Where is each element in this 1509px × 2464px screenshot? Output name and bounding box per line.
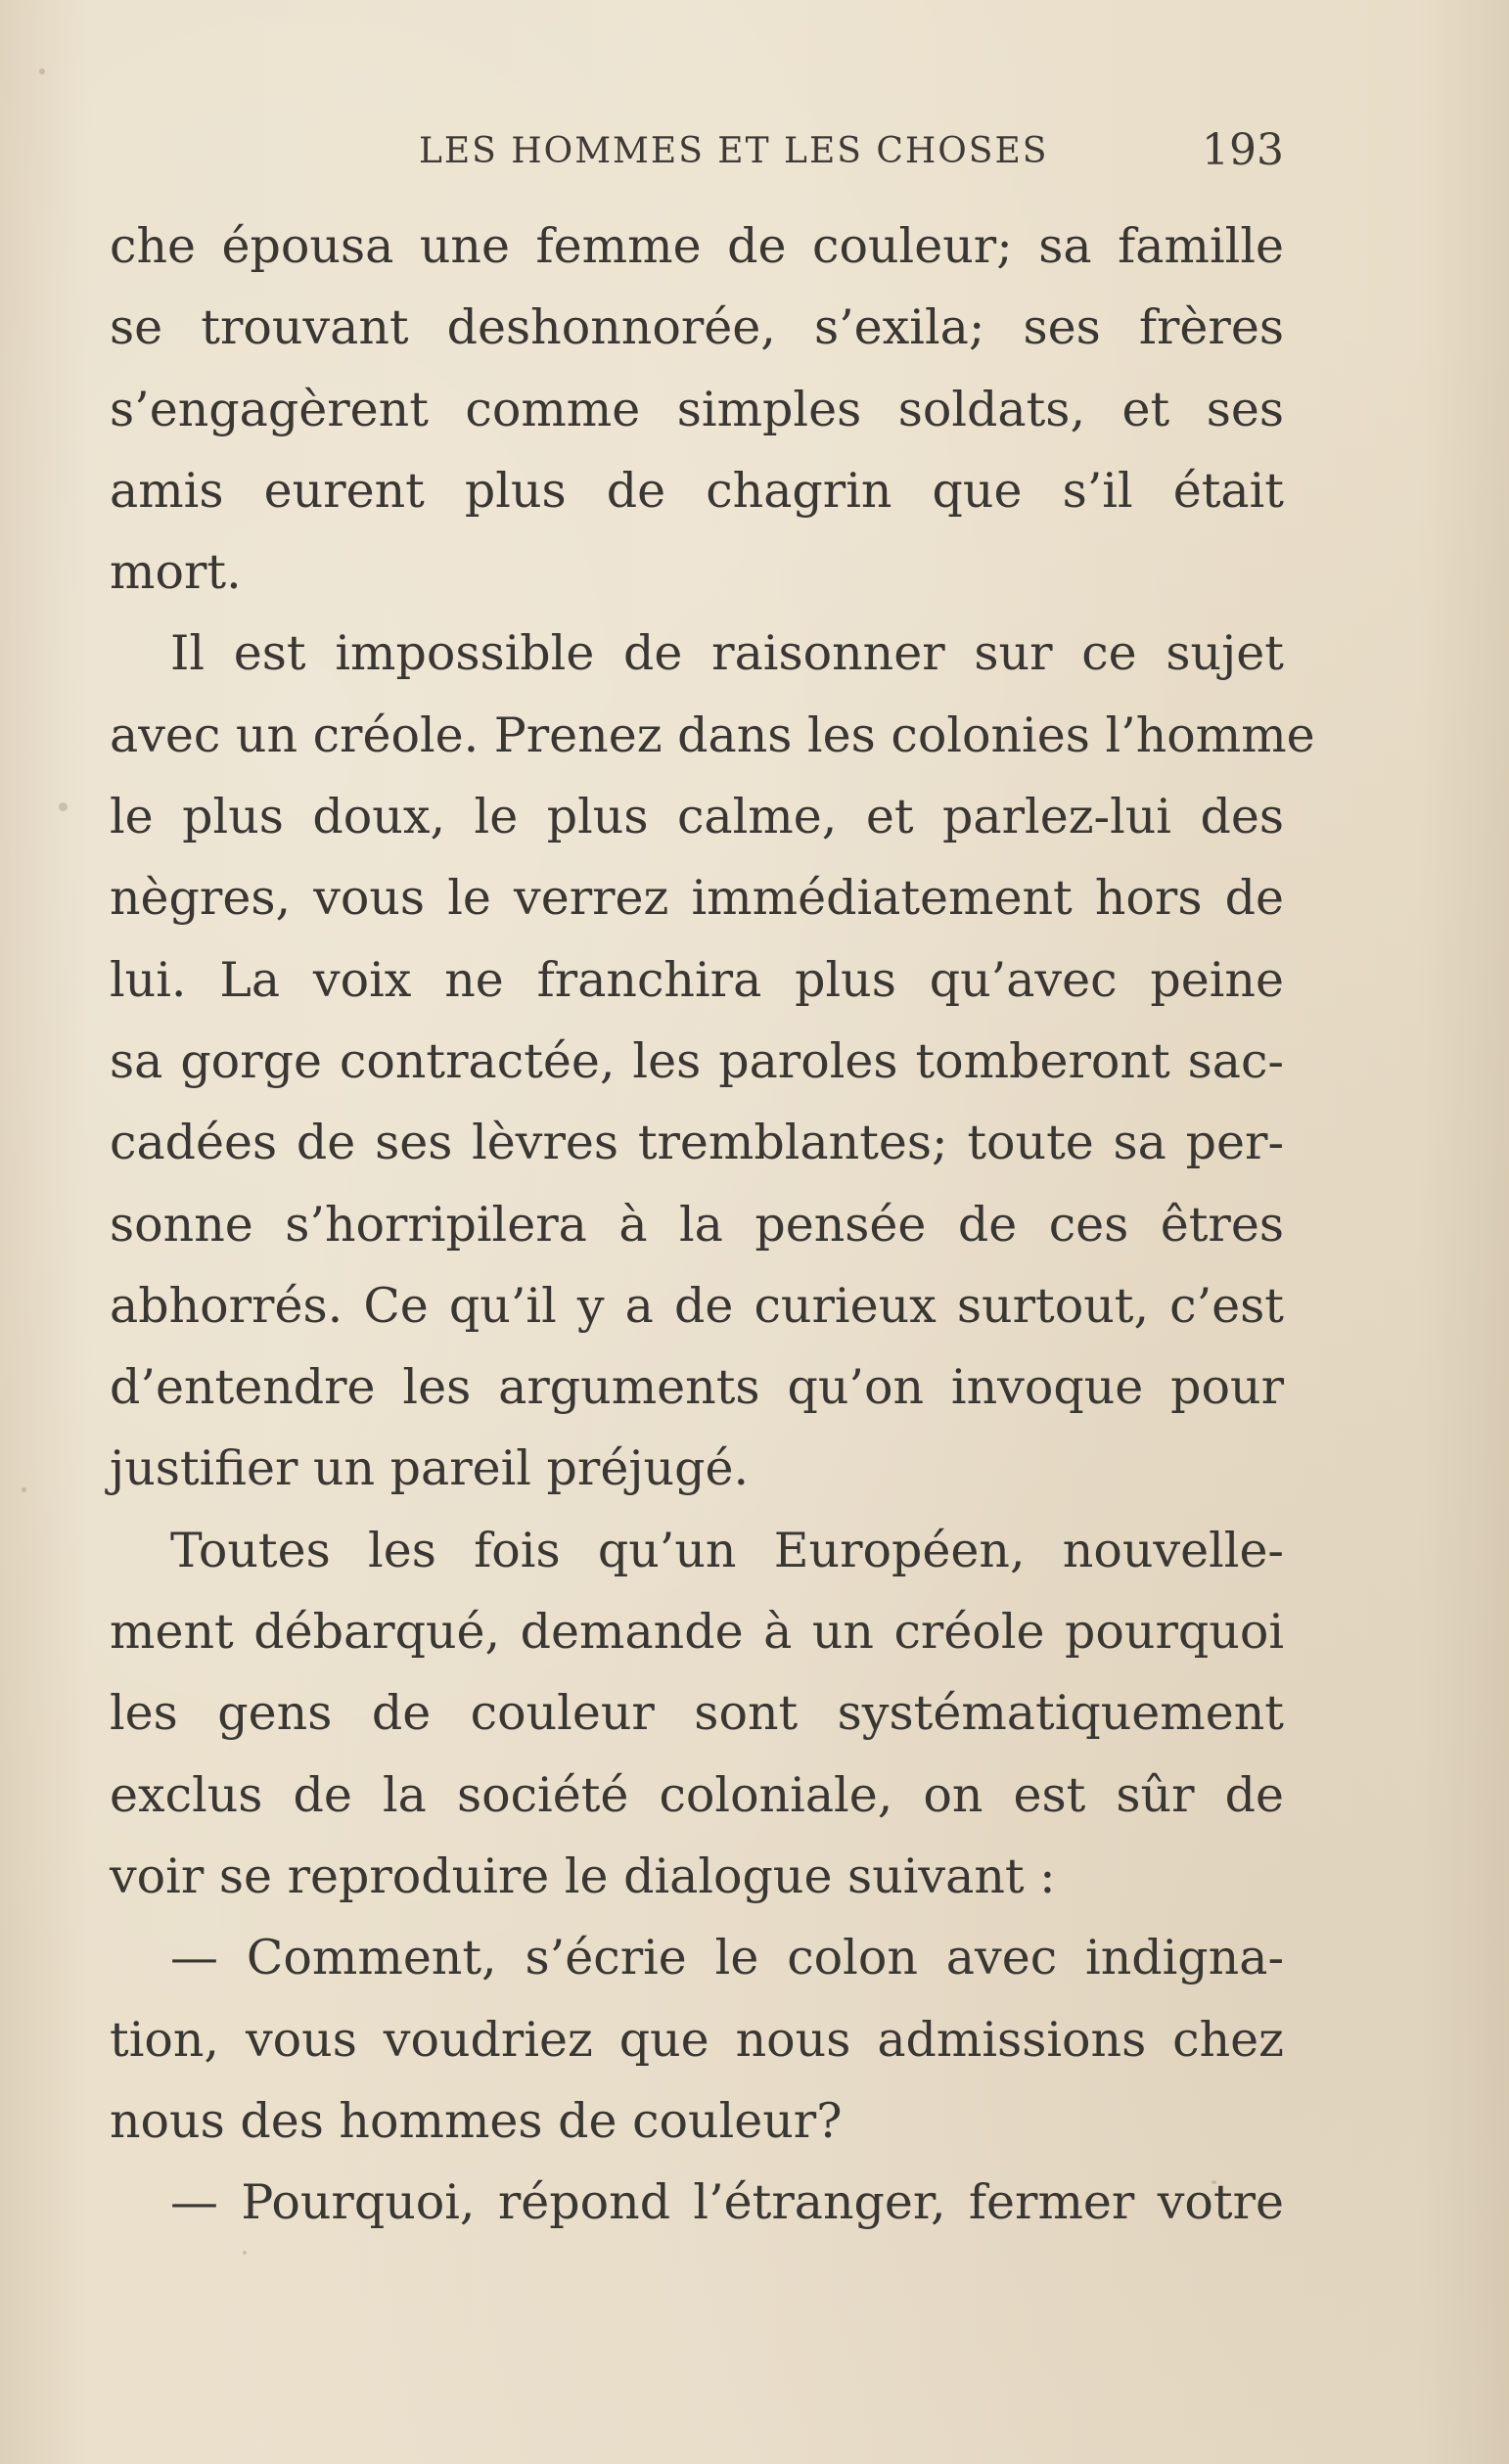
text-line: Il est impossible de raisonner sur ce sujet (170, 625, 1284, 682)
paper-speck (1212, 2180, 1216, 2184)
text-line: s’engagèrent comme simples soldats, et ses (110, 381, 1284, 437)
text-line: che épousa une femme de couleur; sa famille (110, 218, 1284, 274)
text-line: les gens de couleur sont systématiquement (110, 1685, 1284, 1742)
paper-speck (243, 2251, 247, 2255)
text-line: — Pourquoi, répond l’étranger, fermer votre (170, 2174, 1284, 2231)
text-line: se trouvant deshonnorée, s’exila; ses frères (110, 299, 1284, 356)
paragraph (110, 205, 1284, 613)
text-line: nègres, vous le verrez immédiatement hors de (110, 870, 1284, 927)
text-line: avec un créole. Prenez dans les colonies l’homme (110, 707, 1315, 763)
paper-speck (59, 802, 68, 811)
text-line: Toutes les fois qu’un Européen, nouvelle- (170, 1522, 1284, 1578)
page-number: 193 (1202, 125, 1284, 175)
text-line: amis eurent plus de chagrin que s’il était (110, 462, 1284, 519)
text-line: nous des hommes de couleur? (110, 2092, 843, 2149)
text-line: le plus doux, le plus calme, et parlez-lui des (110, 789, 1284, 845)
page-header (0, 125, 1509, 184)
paragraph (110, 2162, 1284, 2243)
paper-speck (22, 1487, 26, 1492)
text-line: — Comment, s’écrie le colon avec indigna- (170, 1930, 1284, 1986)
paragraph (110, 1917, 1284, 2162)
text-line: voir se reproduire le dialogue suivant : (110, 1848, 1056, 1904)
text-line: lui. La voix ne franchira plus qu’avec peine (110, 951, 1284, 1008)
text-line: tion, vous voudriez que nous admissions chez (110, 2011, 1284, 2068)
text-line: justifier un pareil préjugé. (110, 1440, 750, 1497)
body-text (110, 205, 1315, 2243)
paper-speck (39, 68, 45, 74)
text-line: sonne s’horripilera à la pensée de ces êtres (110, 1196, 1284, 1253)
text-line: cadées de ses lèvres tremblantes; toute sa per- (110, 1115, 1284, 1171)
text-line: exclus de la société coloniale, on est sûr de (110, 1766, 1284, 1823)
paragraph (110, 1510, 1284, 1917)
running-title: LES HOMMES ET LES CHOSES (419, 131, 1049, 171)
text-line: ment débarqué, demande à un créole pourquoi (110, 1604, 1284, 1661)
text-line: mort. (110, 544, 242, 601)
text-line: d’entendre les arguments qu’on invoque pour (110, 1359, 1284, 1416)
text-line: abhorrés. Ce qu’il y a de curieux surtout, c’est (110, 1277, 1284, 1334)
paragraph (110, 613, 1315, 1509)
text-line: sa gorge contractée, les paroles tomberont sac- (110, 1032, 1284, 1089)
